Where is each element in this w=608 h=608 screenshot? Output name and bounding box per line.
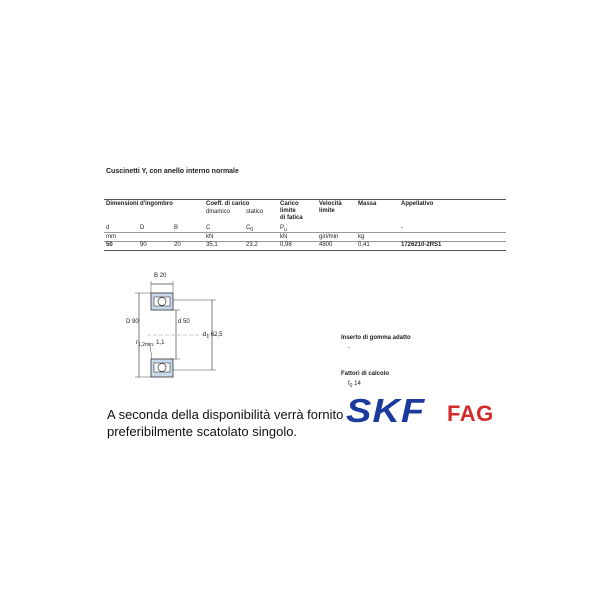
symbol-d: d bbox=[106, 225, 110, 231]
cell-designation: 1726210-2RS1 bbox=[401, 242, 442, 248]
b-label: B 20 bbox=[154, 273, 167, 279]
r-label: $r_{1,2min.}$ 1,1 bbox=[136, 340, 165, 349]
rubber-insert-value: - bbox=[348, 345, 350, 351]
symbol-Pu: $P_u$ bbox=[280, 225, 287, 234]
header-load-dynamic: dinamico bbox=[206, 209, 231, 215]
bearing-section-bottom bbox=[151, 359, 173, 377]
document-title: Cuscinetti Y, con anello interno normale bbox=[106, 168, 239, 175]
symbol-designation: - bbox=[401, 225, 403, 231]
factor-f0: $f_0$ 14 bbox=[348, 381, 361, 390]
cell-B: 20 bbox=[174, 242, 181, 248]
D-label: D 90 bbox=[126, 319, 139, 325]
cell-d: 50 bbox=[106, 242, 113, 248]
skf-logo: SKF bbox=[346, 392, 426, 429]
header-load-coeff: Coeff. di carico bbox=[206, 201, 250, 207]
cell-Pu: 0,98 bbox=[280, 242, 292, 248]
header-fatigue-2: limite bbox=[280, 208, 296, 214]
factors-title: Fattori di calcolo bbox=[341, 371, 390, 377]
bearing-section-top bbox=[151, 293, 173, 310]
unit-mass: kg bbox=[358, 234, 365, 240]
unit-load: kN bbox=[206, 234, 214, 240]
header-mass: Massa bbox=[358, 201, 377, 207]
cell-mass: 0,41 bbox=[358, 242, 370, 248]
availability-caption: A seconda della disponibilità verrà fornito preferibilmente scatolato singolo. bbox=[107, 407, 344, 439]
unit-dims: mm bbox=[106, 234, 116, 240]
cell-D: 90 bbox=[140, 242, 147, 248]
header-fatigue-3: di fatica bbox=[280, 215, 303, 221]
rubber-insert-title: Inserto di gomma adatto bbox=[341, 335, 411, 341]
symbol-C0: $C_0$ bbox=[246, 225, 254, 234]
header-fatigue-1: Carico bbox=[280, 201, 299, 207]
cell-C: 35,1 bbox=[206, 242, 218, 248]
symbol-C: C bbox=[206, 225, 211, 231]
header-speed-2: limite bbox=[319, 208, 335, 214]
symbol-B: B bbox=[174, 225, 179, 231]
header-designation: Appellativo bbox=[401, 201, 434, 207]
symbol-D: D bbox=[140, 225, 145, 231]
cell-C0: 23,2 bbox=[246, 242, 258, 248]
fag-logo: FAG bbox=[447, 401, 494, 426]
cell-speed: 4800 bbox=[319, 242, 333, 248]
d1-label: $d_1$ 62,5 bbox=[203, 332, 223, 341]
header-dimensions: Dimensioni d'ingombro bbox=[106, 201, 173, 207]
header-load-static: statico bbox=[246, 209, 264, 215]
unit-speed: giri/min bbox=[319, 234, 339, 240]
header-speed-1: Velocità bbox=[319, 201, 342, 207]
d-label: d 50 bbox=[178, 319, 190, 325]
unit-fatigue: kN bbox=[280, 234, 288, 240]
